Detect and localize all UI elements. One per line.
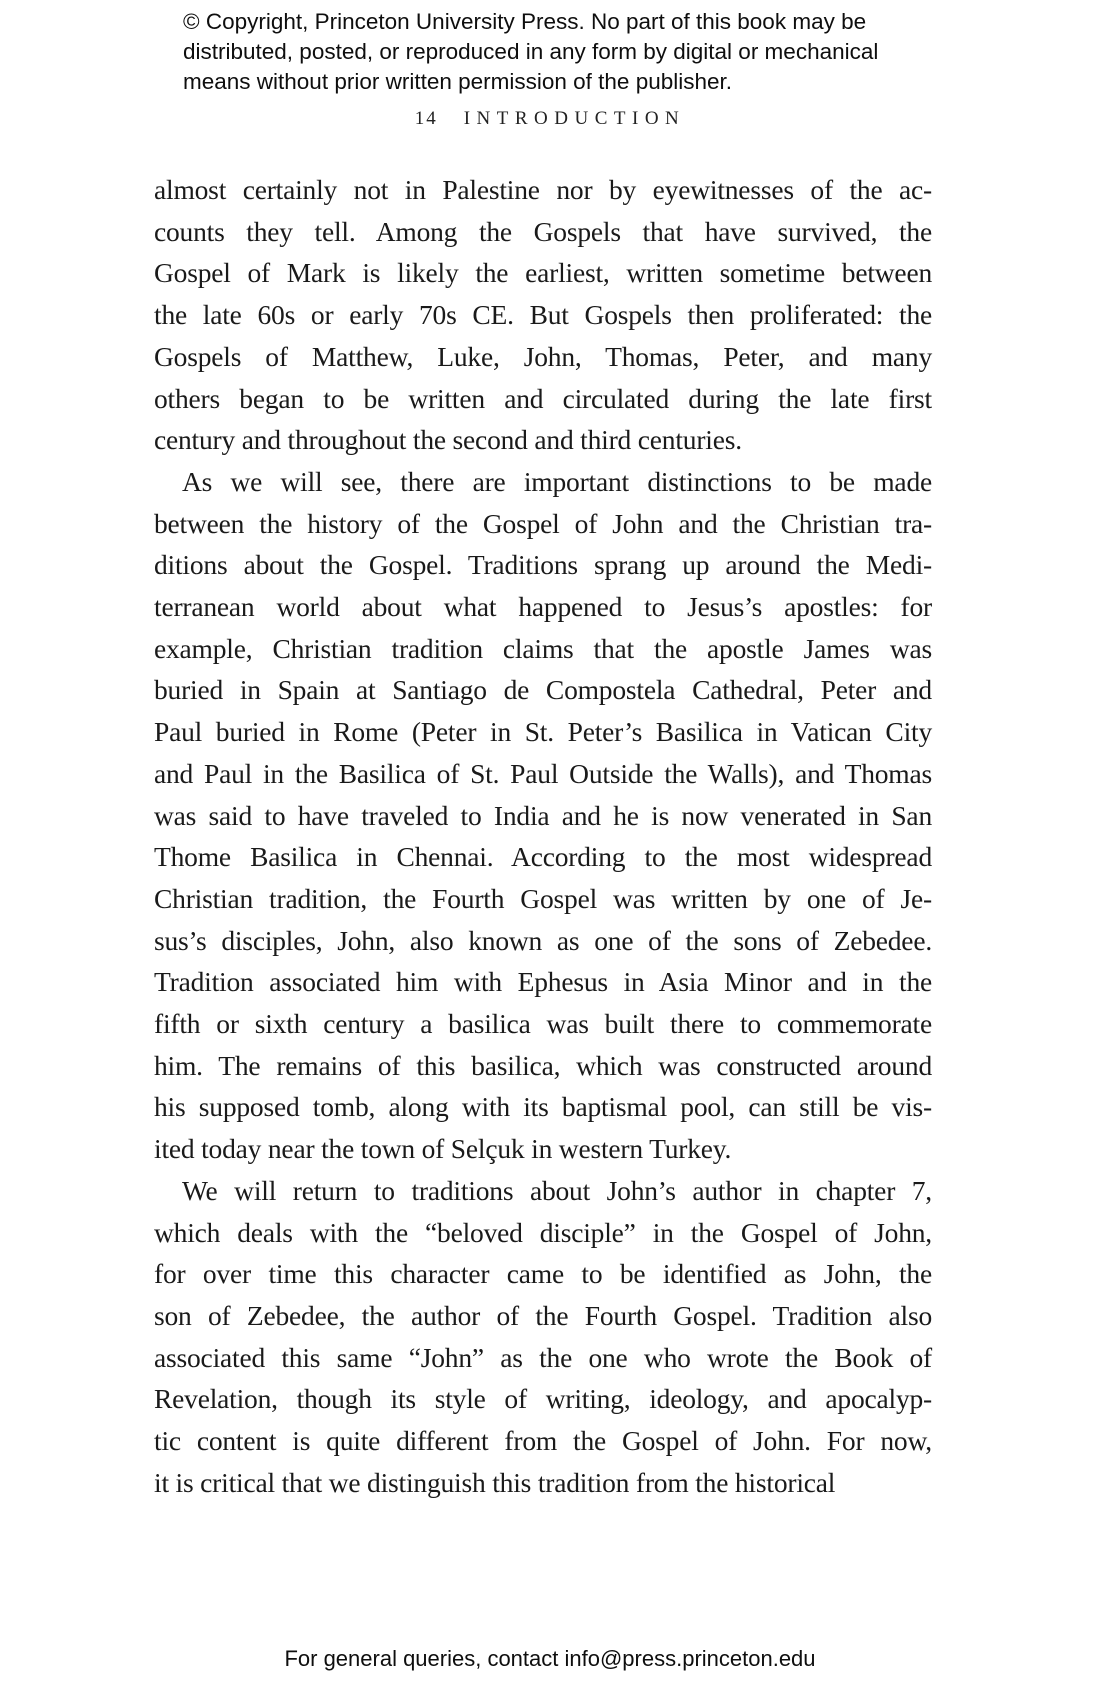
body-text-line: We will return to traditions about John’s author in chapter 7, [182,1174,932,1206]
running-header [0,108,1100,130]
body-text-line: almost certainly not in Palestine nor by eyewitnesses of the ac- [154,174,932,205]
body-text-line: associated this same “John” as the one who wrote the Book of [154,1341,932,1373]
body-text-line: him. The remains of this basilica, which was constructed around [154,1049,932,1081]
body-text-line: for over time this character came to be identified as John, the [154,1258,932,1290]
body-text-line: the late 60s or early 70s CE. But Gospels then proliferated: the [154,299,932,331]
body-text-line: son of Zebedee, the author of the Fourth Gospel. Tradition also [154,1299,932,1331]
body-text-line: between the history of the Gospel of John and the Christian tra- [154,507,932,539]
copyright-notice [183,7,878,97]
body-text-line: Revelation, though its style of writing, ideology, and apocalyp- [154,1383,932,1415]
body-text-line: and Paul in the Basilica of St. Paul Outside the Walls), and Thomas [154,757,932,789]
body-text-line: Paul buried in Rome (Peter in St. Peter’s Basilica in Vatican City [154,716,932,748]
body-text-line: Christian tradition, the Fourth Gospel was written by one of Je- [154,882,932,914]
page-footer [0,1644,1100,1674]
body-text-line: tic content is quite different from the Gospel of John. For now, [154,1425,932,1457]
body-text-line: his supposed tomb, along with its baptismal pool, can still be vis- [154,1091,932,1123]
body-text-line: ited today near the town of Selçuk in western Turkey. [154,1133,732,1165]
body-text-line: fifth or sixth century a basilica was built there to commemorate [154,1008,932,1040]
chapter-title: INTRODUCTION [463,108,686,129]
body-text-line: Gospels of Matthew, Luke, John, Thomas, Peter, and many [154,340,932,372]
body-text-line: century and throughout the second and third centuries. [154,424,742,456]
body-text-line: Gospel of Mark is likely the earliest, written sometime between [154,257,932,289]
body-text-line: it is critical that we distinguish this tradition from the historical [154,1466,836,1498]
contact-line: For general queries, contact info@press.princeton.edu [284,1646,816,1671]
copyright-line: © Copyright, Princeton University Press. No part of this book may be [183,9,867,34]
body-text [154,169,932,1504]
body-text-line: As we will see, there are important distinctions to be made [182,465,932,497]
body-text-line: terranean world about what happened to Jesus’s apostles: for [154,591,932,623]
body-text-line: counts they tell. Among the Gospels that have survived, the [154,215,932,247]
body-text-line: others began to be written and circulated during the late first [154,382,932,414]
copyright-line: means without prior written permission of the publisher. [183,69,733,94]
body-text-line: example, Christian tradition claims that the apostle James was [154,632,932,664]
body-text-line: Thome Basilica in Chennai. According to the most widespread [154,841,932,873]
page-number: 14 [414,108,438,129]
body-text-line: which deals with the “beloved disciple” in the Gospel of John, [154,1216,932,1248]
body-text-line: ditions about the Gospel. Traditions sprang up around the Medi- [154,549,932,581]
body-text-line: was said to have traveled to India and he is now venerated in San [154,799,932,831]
body-text-line: Tradition associated him with Ephesus in Asia Minor and in the [154,966,932,998]
body-text-line: buried in Spain at Santiago de Compostela Cathedral, Peter and [154,674,932,706]
body-text-line: sus’s disciples, John, also known as one of the sons of Zebedee. [154,924,932,956]
copyright-line: distributed, posted, or reproduced in any form by digital or mechanical [183,39,879,64]
